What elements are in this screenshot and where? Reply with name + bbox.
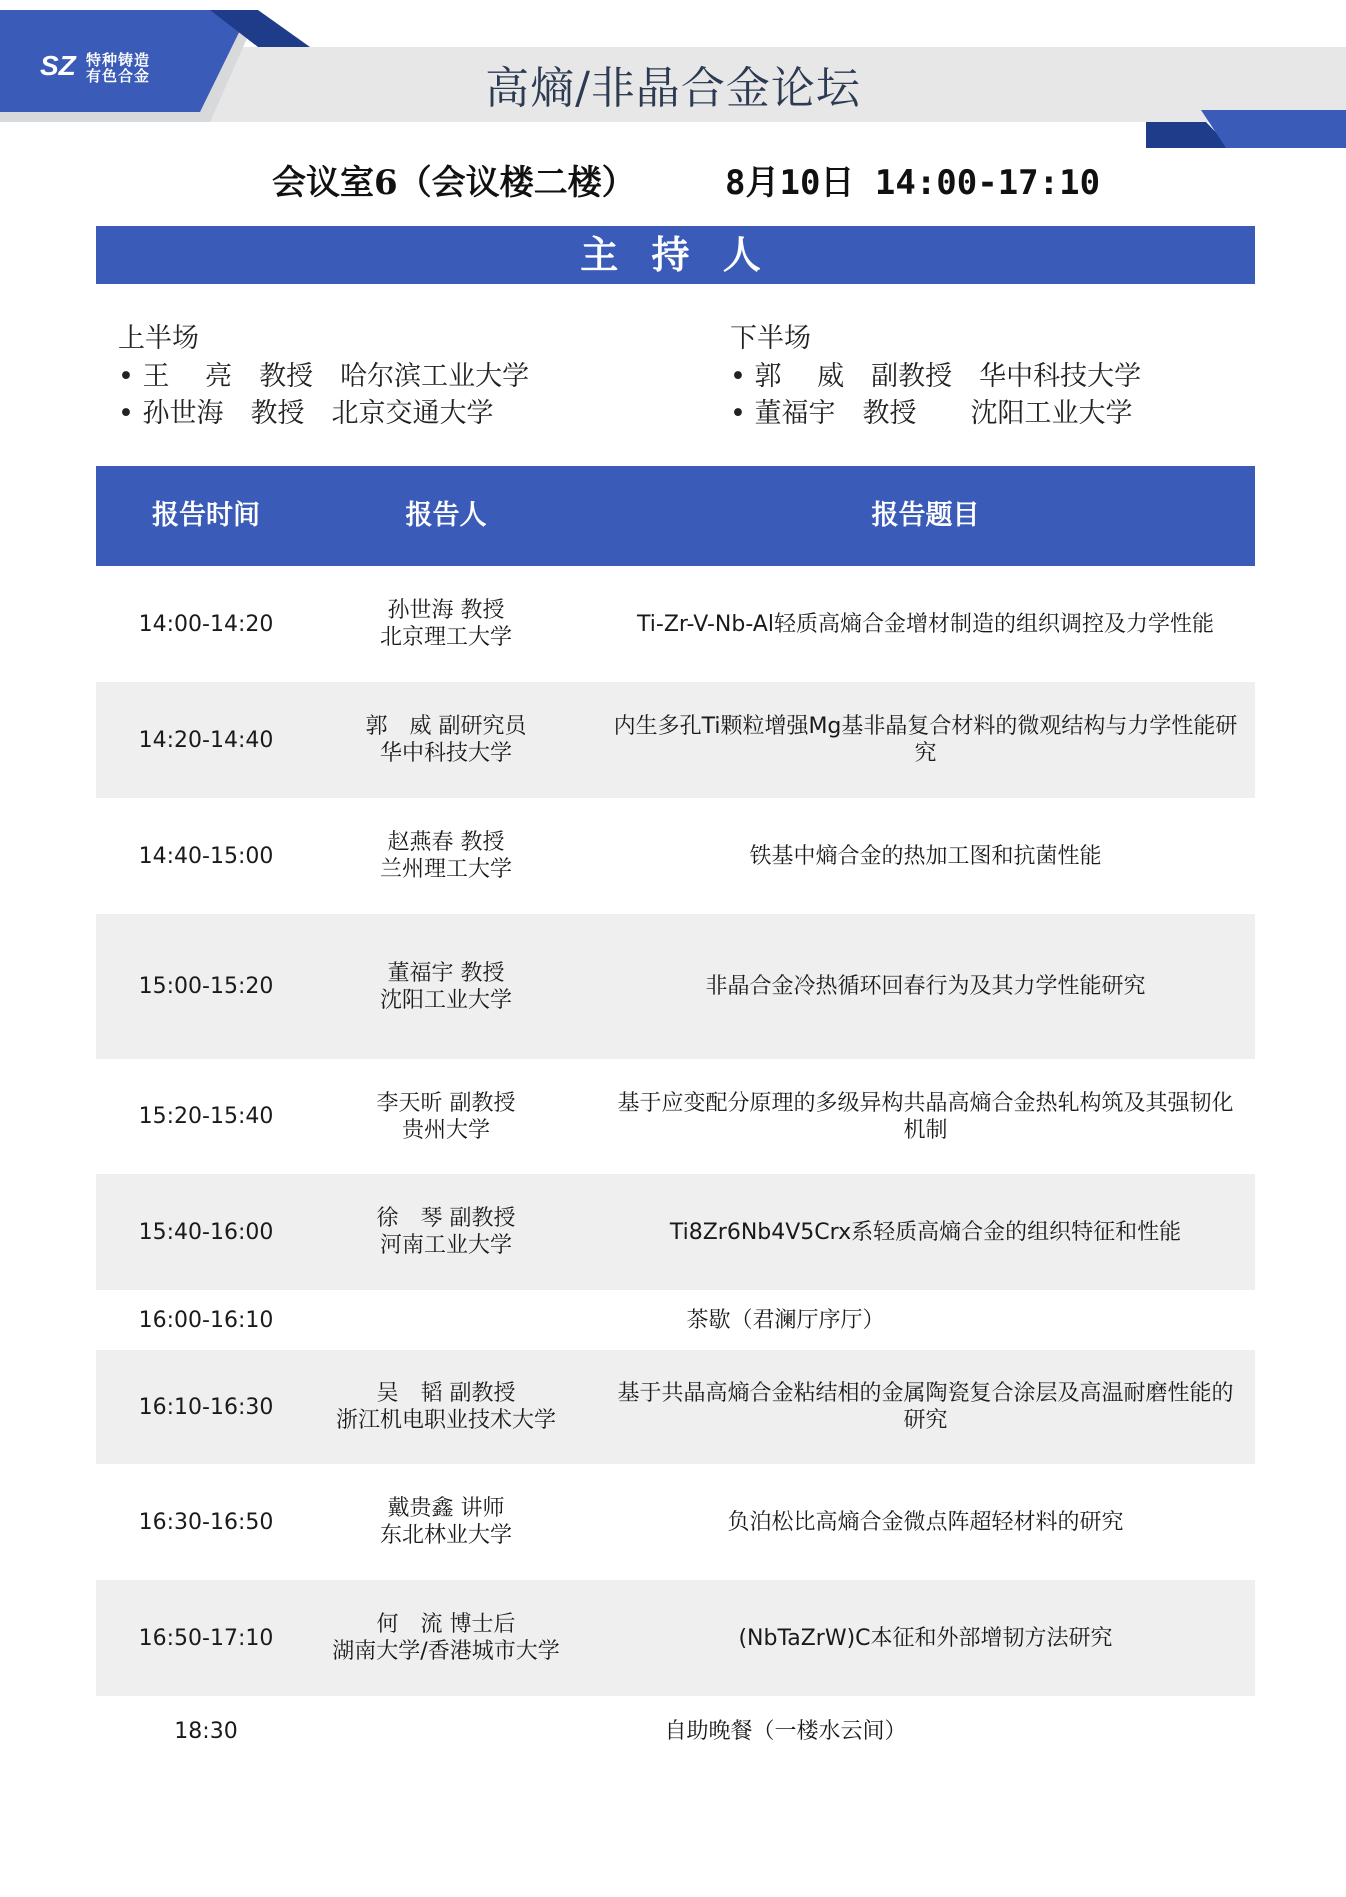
header-time: 报告时间 bbox=[152, 500, 260, 531]
speaker-affiliation: 兰州理工大学 bbox=[379, 857, 512, 882]
table-row-break bbox=[96, 1696, 1255, 1766]
row-topic: 非晶合金冷热循环回春行为及其力学性能研究 bbox=[705, 974, 1146, 999]
row-topic: 内生多孔Ti颗粒增强Mg基非晶复合材料的微观结构与力学性能研究 bbox=[613, 714, 1238, 766]
speaker-affiliation: 贵州大学 bbox=[401, 1117, 490, 1143]
break-label: 自助晚餐（一楼水云间） bbox=[664, 1718, 907, 1744]
break-label: 茶歇（君澜厅序厅） bbox=[686, 1307, 885, 1333]
table-row bbox=[96, 1350, 1255, 1464]
table-row bbox=[96, 798, 1255, 914]
row-topic: (NbTaZrW)C本征和外部增韧方法研究 bbox=[738, 1625, 1113, 1651]
speaker-name: 赵燕春 教授 bbox=[387, 830, 505, 855]
schedule-table bbox=[96, 566, 1255, 1766]
table-row bbox=[96, 1059, 1255, 1174]
host-line: • 董福宇 教授 沈阳工业大学 bbox=[730, 398, 1133, 429]
speaker-name: 郭 威 副研究员 bbox=[365, 714, 527, 739]
speaker-name: 吴 韬 副教授 bbox=[376, 1381, 516, 1406]
speaker-name: 徐 琴 副教授 bbox=[376, 1206, 516, 1231]
speaker-affiliation: 河南工业大学 bbox=[379, 1233, 512, 1258]
row-topic: 基于应变配分原理的多级异构共晶高熵合金热轧构筑及其强韧化机制 bbox=[617, 1090, 1234, 1143]
host-line: • 郭 威 副教授 华中科技大学 bbox=[730, 361, 1142, 392]
row-time: 15:40-16:00 bbox=[138, 1219, 274, 1245]
row-speaker bbox=[316, 566, 576, 682]
speaker-affiliation: 东北林业大学 bbox=[379, 1523, 512, 1548]
row-time: 16:10-16:30 bbox=[138, 1394, 274, 1420]
table-row bbox=[96, 566, 1255, 682]
row-time: 15:00-15:20 bbox=[138, 974, 274, 999]
row-speaker bbox=[316, 1174, 576, 1290]
schedule-header bbox=[96, 466, 1255, 566]
speaker-affiliation: 浙江机电职业技术大学 bbox=[335, 1408, 556, 1433]
logo-line-1: 特种铸造 bbox=[86, 51, 151, 69]
row-topic: 铁基中熵合金的热加工图和抗菌性能 bbox=[749, 843, 1102, 869]
row-topic: Ti8Zr6Nb4V5Crx系轻质高熵合金的组织特征和性能 bbox=[669, 1219, 1182, 1245]
speaker-name: 孙世海 教授 bbox=[387, 598, 505, 623]
date-time-label: 8月10日 14:00-17:10 bbox=[725, 163, 1101, 203]
speaker-affiliation: 华中科技大学 bbox=[379, 741, 512, 766]
row-speaker bbox=[316, 798, 576, 914]
row-topic: Ti-Zr-V-Nb-Al轻质高熵合金增材制造的组织调控及力学性能 bbox=[637, 611, 1214, 637]
row-time: 16:00-16:10 bbox=[138, 1307, 274, 1333]
speaker-name: 董福宇 教授 bbox=[387, 960, 505, 986]
row-time: 14:00-14:20 bbox=[138, 611, 274, 637]
row-time: 16:30-16:50 bbox=[138, 1509, 274, 1535]
header-speaker: 报告人 bbox=[405, 500, 487, 531]
host-line: • 孙世海 教授 北京交通大学 bbox=[118, 398, 494, 429]
hosts-second-half bbox=[730, 316, 1141, 428]
table-row bbox=[96, 1580, 1255, 1696]
row-time: 15:20-15:40 bbox=[138, 1104, 274, 1129]
speaker-affiliation: 湖南大学/香港城市大学 bbox=[332, 1639, 560, 1664]
row-topic: 负泊松比高熵合金微点阵超轻材料的研究 bbox=[727, 1509, 1124, 1535]
speaker-name: 李天昕 副教授 bbox=[376, 1090, 516, 1116]
first-half-title: 上半场 bbox=[118, 323, 199, 354]
row-time: 16:50-17:10 bbox=[138, 1625, 274, 1651]
logo-line-2: 有色合金 bbox=[86, 67, 151, 85]
table-row bbox=[96, 914, 1255, 1059]
hosts-first-half bbox=[118, 316, 529, 428]
host-line: • 王 亮 教授 哈尔滨工业大学 bbox=[118, 361, 530, 392]
row-speaker bbox=[316, 1580, 576, 1696]
row-speaker bbox=[316, 1059, 576, 1174]
logo-mark-icon: SZ bbox=[40, 50, 76, 81]
speaker-affiliation: 沈阳工业大学 bbox=[379, 987, 512, 1013]
speaker-name: 戴贵鑫 讲师 bbox=[387, 1496, 505, 1521]
table-row bbox=[96, 1174, 1255, 1290]
row-speaker bbox=[316, 1350, 576, 1464]
header-topic: 报告题目 bbox=[871, 500, 980, 531]
venue-label: 会议室6（会议楼二楼） bbox=[272, 163, 636, 203]
table-row bbox=[96, 682, 1255, 798]
table-row-break bbox=[96, 1290, 1255, 1350]
speaker-name: 何 流 博士后 bbox=[376, 1612, 516, 1637]
row-topic: 基于共晶高熵合金粘结相的金属陶瓷复合涂层及高温耐磨性能的研究 bbox=[617, 1381, 1234, 1433]
row-speaker bbox=[316, 682, 576, 798]
row-time: 18:30 bbox=[174, 1718, 238, 1744]
page-title: 高熵/非晶合金论坛 bbox=[485, 63, 861, 114]
row-speaker bbox=[316, 1464, 576, 1580]
row-time: 14:40-15:00 bbox=[138, 843, 274, 869]
hosts-heading: 主 持 人 bbox=[96, 226, 1255, 284]
table-row bbox=[96, 1464, 1255, 1580]
row-speaker bbox=[316, 914, 576, 1059]
speaker-affiliation: 北京理工大学 bbox=[379, 625, 512, 650]
row-time: 14:20-14:40 bbox=[138, 727, 274, 753]
second-half-title: 下半场 bbox=[730, 323, 811, 354]
